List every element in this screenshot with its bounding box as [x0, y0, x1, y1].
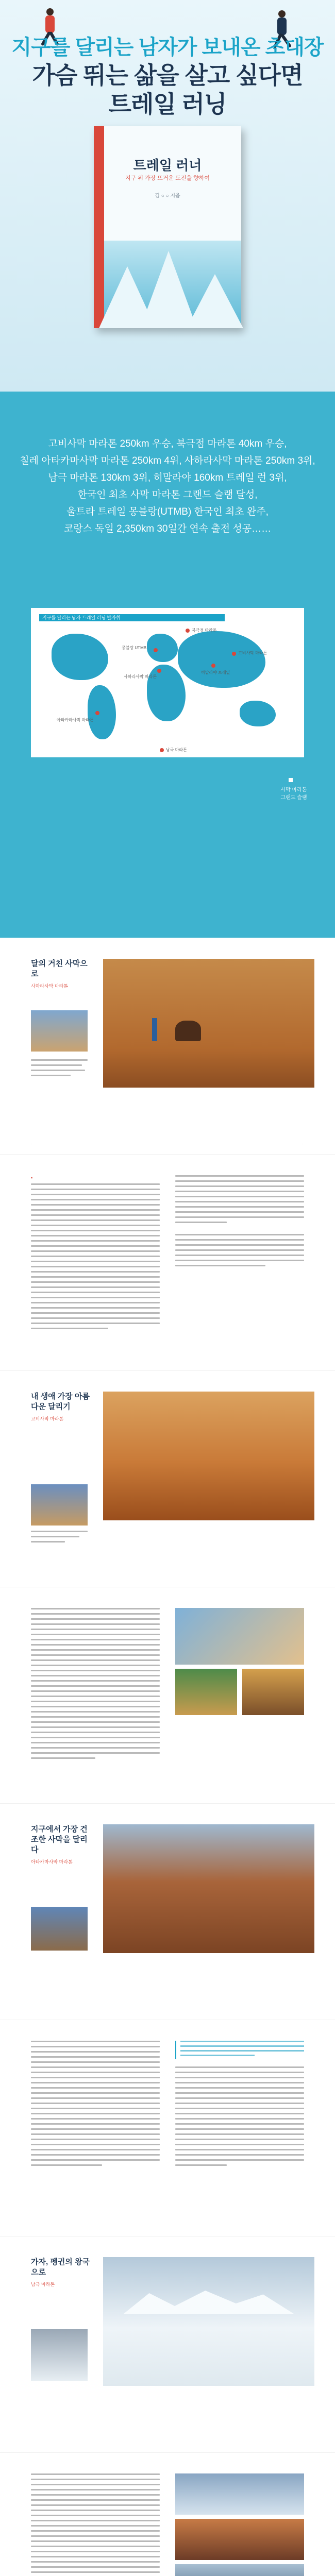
desert-camel-photo [103, 959, 314, 1088]
text-column-right [175, 1175, 304, 1270]
spread-antarctica-opener [0, 2236, 335, 2452]
chapter-tag: 고비사막 마라톤 [31, 1416, 64, 1421]
book-title: 트레일 러너 [133, 158, 202, 173]
north-america-shape [52, 634, 108, 680]
marker-montblanc [154, 648, 158, 652]
achievement-line: 코랑스 독일 2,350km 30일간 연속 출전 성공…… [63, 523, 272, 534]
marker-label: 남극 마라톤 [166, 748, 187, 752]
finish-line-photo [31, 1484, 88, 1526]
runners-group-photo [31, 1010, 88, 1052]
dancers-photo [175, 1669, 237, 1715]
sand-dunes-photo [103, 1392, 314, 1520]
sidebar-callout [175, 2041, 304, 2059]
spread-atacama-opener [0, 1803, 335, 2020]
text-column-right [175, 2066, 304, 2170]
marker-label: 아타카마사막 마라톤 [57, 718, 94, 722]
caption-text [31, 1059, 88, 1080]
marker-atacama [95, 711, 99, 715]
marker-gobi [232, 652, 236, 656]
glacier-photo [175, 2473, 304, 2515]
achievements-list [0, 435, 335, 537]
penguin-colony-photo [103, 2257, 314, 2386]
festival-photo [175, 1608, 304, 1665]
runner-in-snow-photo [31, 2329, 88, 2381]
marker-label: 북극점 마라톤 [192, 628, 217, 633]
sunset-photo [175, 2519, 304, 2560]
africa-shape [147, 665, 186, 721]
book-cover [94, 126, 241, 328]
hero-headline-2: 트레일 러닝 [108, 91, 227, 117]
chapter-title: 지구에서 가장 건조한 사막을 달리다 [31, 1825, 88, 1854]
band-label [268, 785, 320, 801]
band-marker [289, 778, 293, 782]
chapter-tag: 남극 마라톤 [31, 2282, 55, 2287]
marker-label: 사하라사막 마라톤 [124, 674, 157, 679]
australia-shape [240, 701, 276, 726]
chapter-title: 달의 거친 사막으로 [31, 959, 88, 978]
text-column-left [31, 1608, 160, 1762]
chapter-title: 가자, 펭귄의 왕국으로 [31, 2258, 90, 2277]
achievement-line: 고비사막 마라톤 250km 우승, 북극점 마라톤 40km 우승, [48, 438, 287, 449]
section-heading: ▪ [31, 1175, 33, 1180]
spread-sahara-text [0, 1154, 335, 1370]
south-america-shape [88, 685, 116, 739]
marker-label: 히말라야 트레일 [201, 670, 230, 675]
spread-antarctica-text [0, 2452, 335, 2576]
marker-antarctica [160, 748, 164, 752]
spread-atacama-text [0, 2020, 335, 2236]
section-divider-band [0, 768, 335, 938]
asia-shape [178, 631, 265, 688]
spread-gobi-opener [0, 1370, 335, 1587]
page-folio-left: · [31, 1142, 32, 1146]
page-folio-right: · [301, 1142, 303, 1146]
marker-sahara [157, 669, 161, 673]
rider-shape [152, 1018, 157, 1041]
achievement-line: 남극 마라톤 130km 3위, 히말라야 160km 트레일 런 3위, [48, 472, 287, 483]
costume-photo [242, 1669, 304, 1715]
band-sublabel-line: 그랜드 슬램 [280, 795, 307, 801]
achievement-line: 울트라 트레일 몽블랑(UTMB) 한국인 최초 완주, [66, 506, 269, 517]
marker-label: 고비사막 마라톤 [238, 651, 267, 655]
band-label-line: 사막 마라톤 [280, 787, 307, 793]
map-title: 지구를 달리는 남자 트레일 러닝 발자취 [39, 614, 225, 621]
canyon-photo [103, 1824, 314, 1953]
text-column-left [31, 1183, 160, 1333]
marker-north-pole [186, 629, 190, 633]
runner-portrait-photo [31, 1907, 88, 1951]
text-column-left [31, 2041, 160, 2170]
caption-text [31, 1531, 88, 1546]
europe-shape [147, 634, 178, 662]
achievement-line: 칠레 아타카마사막 마라톤 250km 4위, 사하라사막 마라톤 250km 3위, [20, 455, 315, 466]
text-column-left [31, 2473, 160, 2576]
iceberg-shape [124, 2288, 294, 2314]
hero-headline: 가슴 뛰는 삶을 살고 싶다면 [32, 62, 303, 89]
chapter-title: 내 생애 가장 아름다운 달리기 [31, 1392, 90, 1411]
spread-gobi-text [0, 1587, 335, 1803]
chapter-tag: 아타카마사막 마라톤 [31, 1859, 73, 1865]
world-map [31, 608, 304, 757]
camel-shape [175, 1021, 201, 1041]
book-author: 김 ○ ○ 지음 [155, 193, 180, 199]
hero-section [0, 0, 335, 768]
cover-glacier-illustration [104, 241, 241, 328]
sea-photo [175, 2564, 304, 2576]
achievement-line: 한국인 최초 사막 마라톤 그랜드 슬램 달성, [77, 489, 258, 500]
book-subtitle: 지구 위 가장 뜨거운 도전을 향하여 [125, 175, 210, 181]
hero-tagline: 지구를 달리는 남자가 보내온 초대장 [11, 36, 324, 59]
chapter-tag: 사하라사막 마라톤 [31, 984, 69, 989]
marker-himalaya [211, 664, 215, 668]
marker-label: 몽블랑 UTMB [122, 646, 147, 650]
spread-sahara-opener [0, 938, 335, 1154]
